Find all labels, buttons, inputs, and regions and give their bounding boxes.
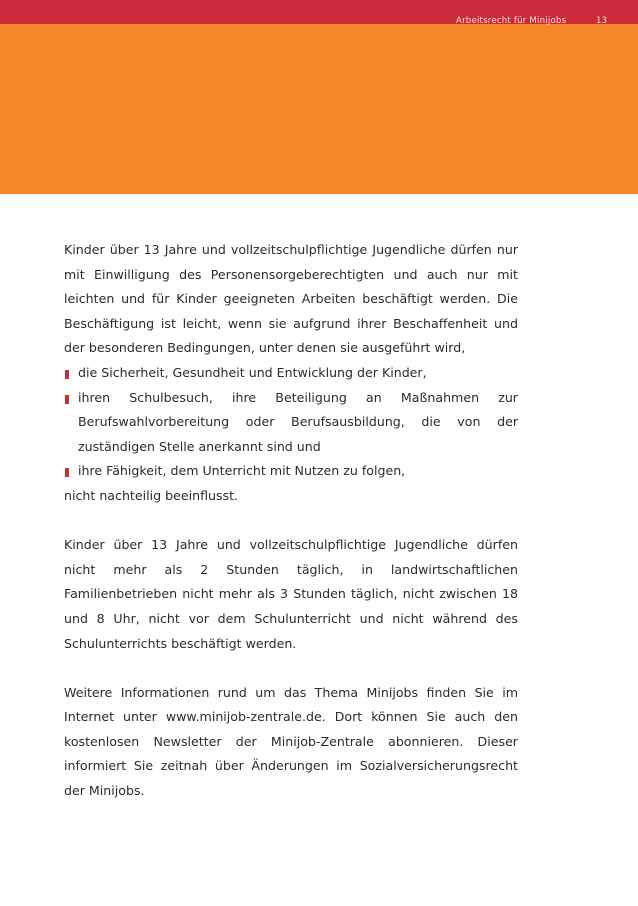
bullet-marker	[65, 395, 69, 404]
header-color-block	[0, 24, 638, 194]
running-header	[456, 16, 638, 30]
bullet-marker	[65, 468, 69, 477]
body-text	[64, 238, 518, 804]
paragraph-intro: Kinder über 13 Jahre und vollzeitschulpflichtige Jugendliche dürfen nur mit Einwilligung des Personensorgeberechtigten und auch nur mit leichten und für Kinder geeigneten Arbeiten beschäftigt werden. Die Beschäftigung ist leicht, wenn sie aufgrund ihrer Beschaffenheit und der besonderen Bedingungen, unter denen sie ausgeführt wird,	[64, 242, 518, 356]
list-item: die Sicherheit, Gesundheit und Entwicklung der Kinder,	[64, 361, 518, 386]
list-item: ihre Fähigkeit, dem Unterricht mit Nutzen zu folgen,	[64, 459, 518, 484]
header-separator	[578, 6, 580, 16]
bullet-marker	[65, 370, 69, 379]
section-title: Arbeitsrecht für Minijobs	[456, 16, 567, 26]
page-number: 13	[596, 16, 608, 26]
list-item: ihren Schulbesuch, ihre Beteiligung an Maßnahmen zur Berufswahlvorbereitung oder Berufsausbildung, die von der zuständigen Stelle anerkannt sind und	[64, 386, 518, 460]
paragraph-intro-end: nicht nachteilig beeinflusst.	[64, 487, 239, 503]
paragraph-more-info: Weitere Informationen rund um das Thema Minijobs finden Sie im Internet unter www.minijob-zentrale.de. Dort können Sie auch den kostenlosen Newsletter der Minijob-Zentrale abonnieren. Dieser informiert Sie zeitnah über Änderungen im Sozialversicherungsrecht der Minijobs.	[64, 684, 518, 799]
paragraph-working-hours: Kinder über 13 Jahre und vollzeitschulpflichtige Jugendliche dürfen nicht mehr als 2 Stunden täglich, in landwirtschaftlichen Familienbetrieben nicht mehr als 3 Stunden täglich, nicht zwischen 18 und 8 Uhr, nicht vor dem Schulunterricht und nicht während des Schulunterrichts beschäftigt werden.	[64, 537, 518, 651]
condition-list	[64, 361, 518, 484]
